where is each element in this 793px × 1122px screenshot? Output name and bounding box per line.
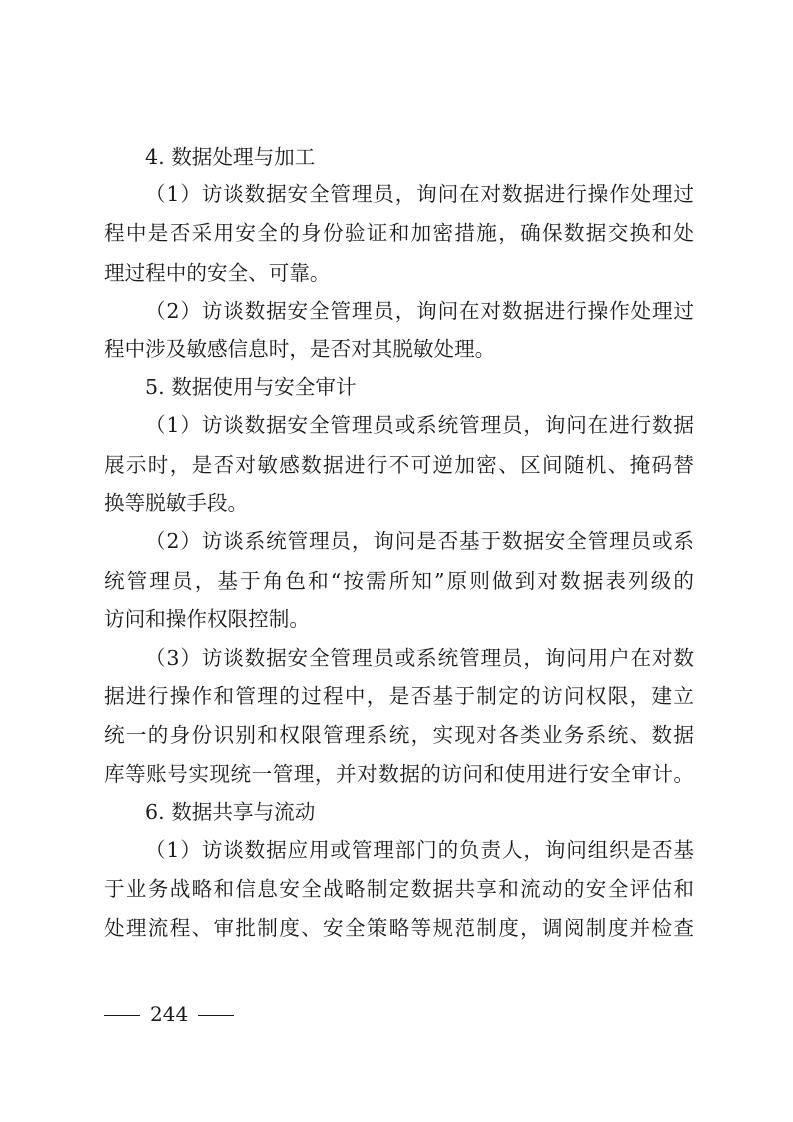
paragraph-line: 统一的身份识别和权限管理系统，实现对各类业务系统、数据: [104, 723, 694, 747]
paragraph-line: 据进行操作和管理的过程中，是否基于制定的访问权限，建立: [104, 684, 694, 708]
footer-dash-left: [104, 1015, 140, 1016]
paragraph-line: 程中涉及敏感信息时，是否对其脱敏处理。: [104, 337, 496, 361]
page-footer: [104, 999, 234, 1029]
section-heading: 6. 数据共享与流动: [145, 800, 316, 824]
paragraph-line: 展示时，是否对敏感数据进行不可逆加密、区间随机、掩码替: [104, 453, 694, 477]
paragraph-line: （1）访谈数据安全管理员或系统管理员，询问在进行数据: [145, 413, 694, 437]
page-number: 244: [150, 1002, 189, 1026]
paragraph-line: 统管理员，基于角色和“按需所知”原则做到对数据表列级的: [104, 569, 694, 593]
paragraph-line: （2）访谈数据安全管理员，询问在对数据进行操作处理过: [145, 299, 694, 323]
section-heading: 4. 数据处理与加工: [145, 145, 316, 169]
paragraph-line: （2）访谈系统管理员，询问是否基于数据安全管理员或系: [145, 529, 694, 553]
paragraph-line: 库等账号实现统一管理，并对数据的访问和使用进行安全审计。: [104, 762, 694, 786]
footer-dash-right: [198, 1015, 234, 1016]
paragraph-line: 换等脱敏手段。: [104, 491, 249, 515]
paragraph-line: 程中是否采用安全的身份验证和加密措施，确保数据交换和处: [104, 221, 694, 245]
paragraph-line: （3）访谈数据安全管理员或系统管理员，询问用户在对数: [145, 646, 694, 670]
paragraph-line: 处理流程、审批制度、安全策略等规范制度，调阅制度并检查: [104, 916, 694, 940]
paragraph-line: （1）访谈数据应用或管理部门的负责人，询问组织是否基: [145, 838, 694, 862]
paragraph-line: （1）访谈数据安全管理员，询问在对数据进行操作处理过: [145, 182, 694, 206]
paragraph-line: 于业务战略和信息安全战略制定数据共享和流动的安全评估和: [104, 877, 694, 901]
paragraph-line: 访问和操作权限控制。: [104, 607, 310, 631]
section-heading: 5. 数据使用与安全审计: [145, 375, 357, 399]
paragraph-line: 理过程中的安全、可靠。: [104, 261, 331, 285]
